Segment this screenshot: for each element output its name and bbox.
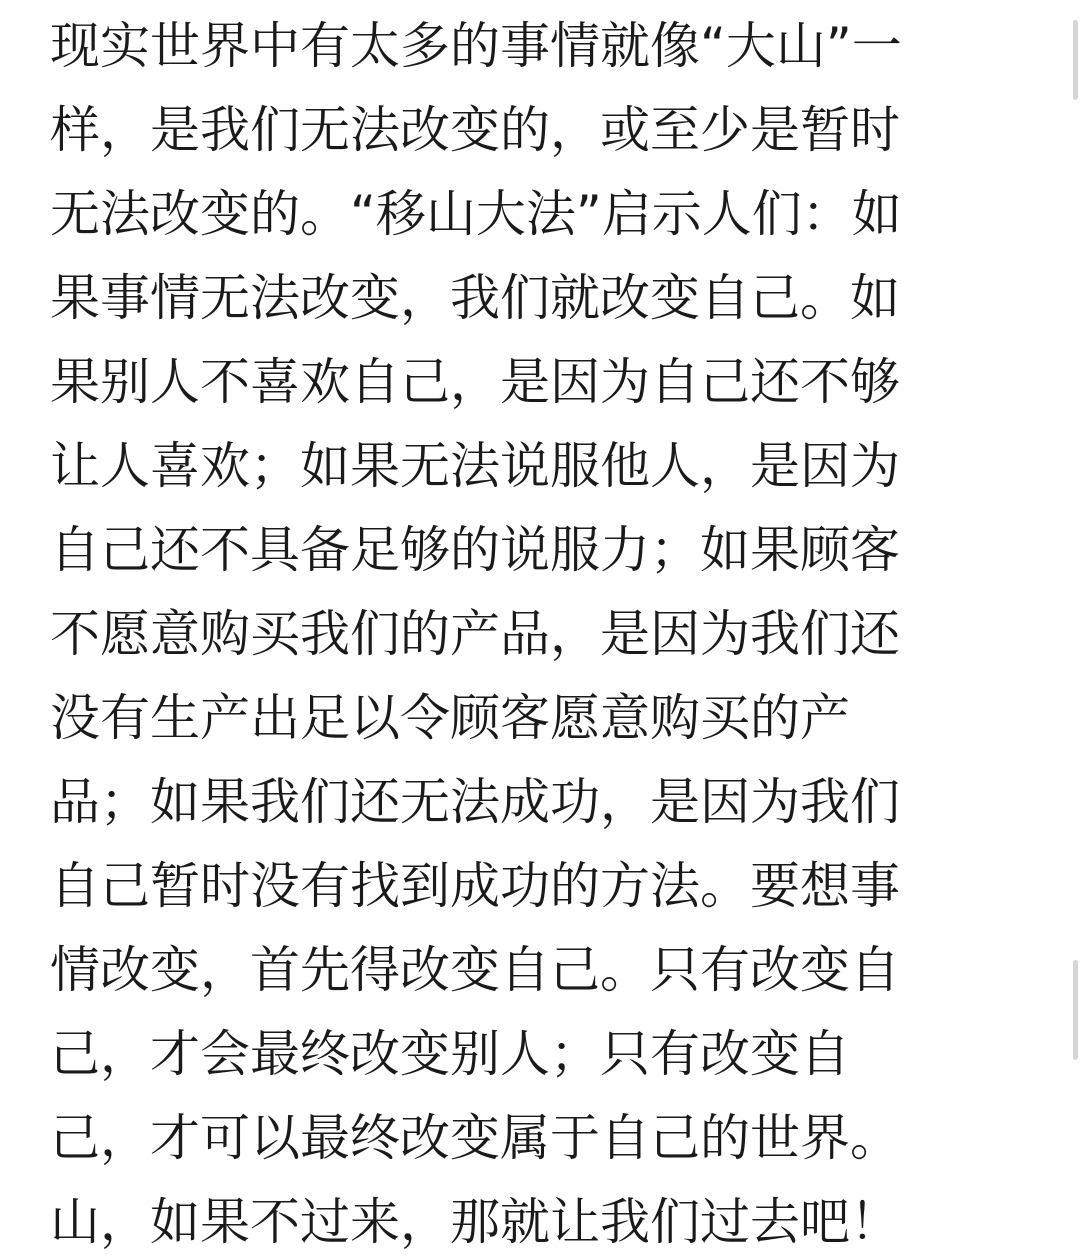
text-line: 让人喜欢；如果无法说服他人，是因为	[50, 437, 900, 495]
scrollbar[interactable]	[1070, 0, 1080, 1260]
text-line: 自己还不具备足够的说服力；如果顾客	[50, 521, 900, 579]
text-line: 样，是我们无法改变的，或至少是暂时	[50, 101, 900, 159]
scrollbar-thumb[interactable]	[1073, 960, 1078, 1060]
text-line: 果事情无法改变，我们就改变自己。如	[50, 269, 900, 327]
text-line: 无法改变的。“移山大法”启示人们：如	[50, 185, 902, 243]
scrollbar-thumb[interactable]	[1073, 20, 1078, 100]
text-line: 现实世界中有太多的事情就像“大山”一	[50, 17, 902, 75]
text-line: 山，如果不过来，那就让我们过去吧！	[50, 1193, 900, 1251]
text-line: 己，才可以最终改变属于自己的世界。	[50, 1109, 900, 1167]
article-body	[50, 0, 1035, 1260]
text-line: 没有生产出足以令顾客愿意购买的产	[50, 689, 850, 747]
text-line: 品；如果我们还无法成功，是因为我们	[50, 773, 900, 831]
text-line: 己，才会最终改变别人；只有改变自	[50, 1025, 850, 1083]
text-line: 不愿意购买我们的产品，是因为我们还	[50, 605, 900, 663]
text-line: 情改变，首先得改变自己。只有改变自	[50, 941, 900, 999]
text-line: 自己暂时没有找到成功的方法。要想事	[50, 857, 900, 915]
text-line: 果别人不喜欢自己，是因为自己还不够	[50, 353, 900, 411]
